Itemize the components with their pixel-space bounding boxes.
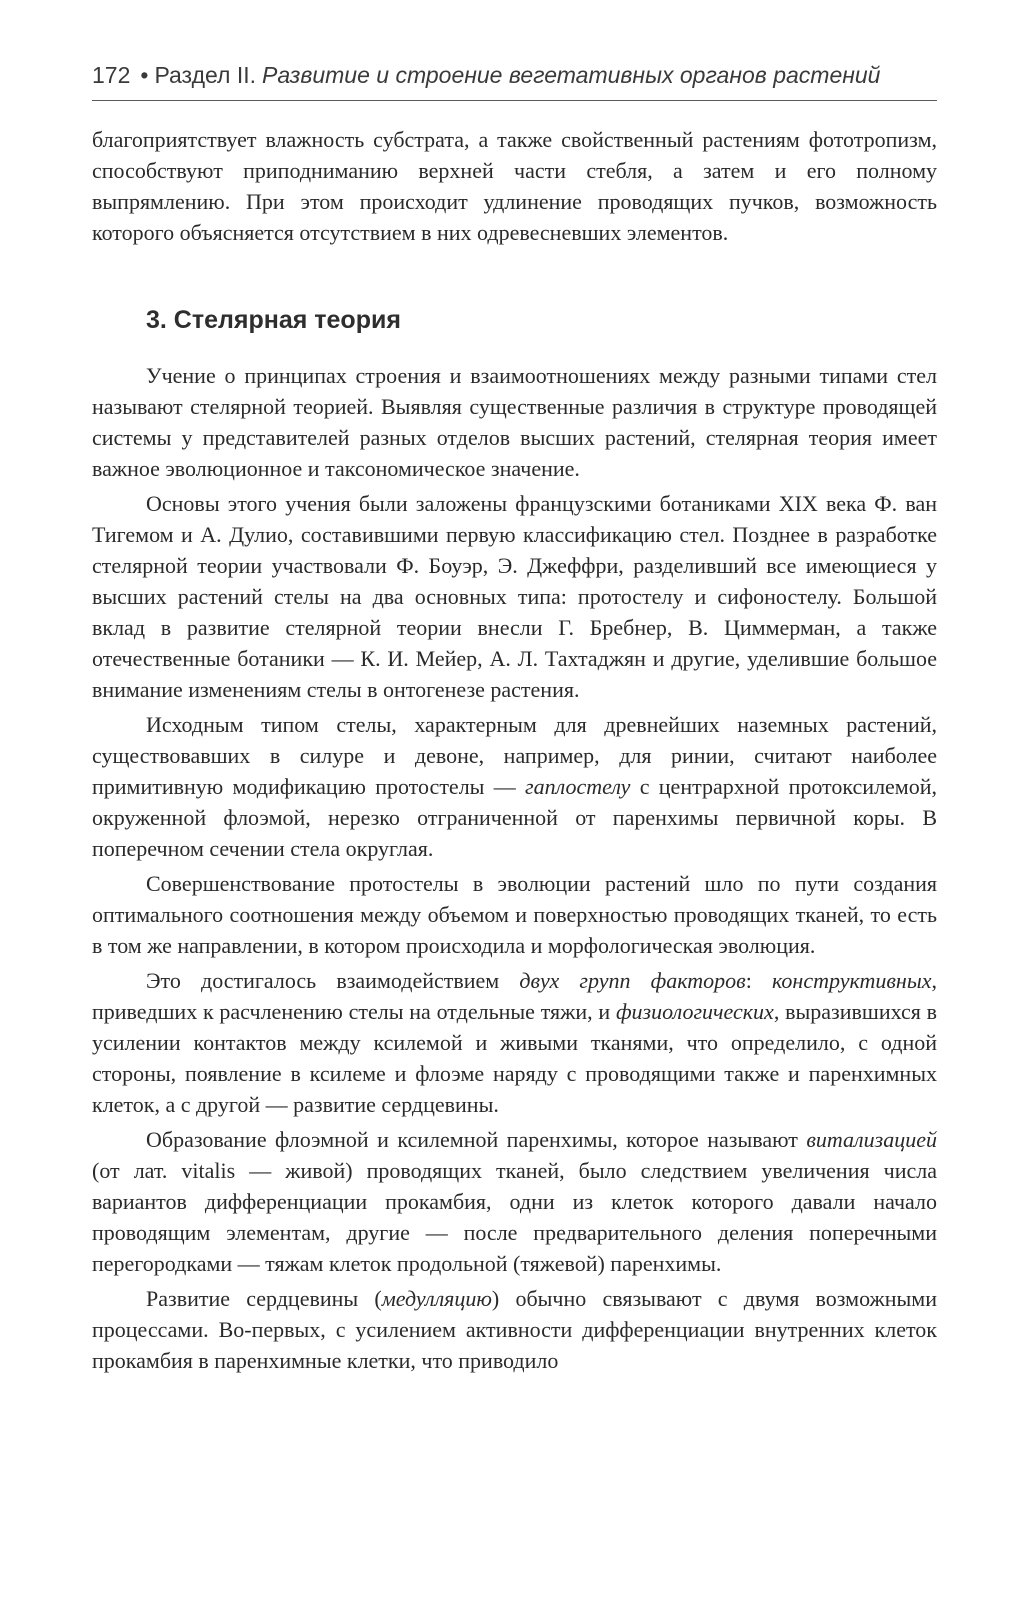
- term-two-groups: двух групп факторов: [519, 968, 746, 993]
- paragraph-5: [92, 965, 937, 1120]
- paragraph-7-text-b: ) обычно связывают с двумя возможными процессами. Во-первых, с усилением активности дифференциации внутренних клеток прокамбия в паренхимные клетки, что приводило: [92, 1286, 937, 1373]
- paragraph-2: Основы этого учения были заложены французскими ботаниками XIX века Ф. ван Тигемом и А. Дулио, составившими первую классификацию стел. Позднее в разработке стелярной теории участвовали Ф. Боуэр, Э. Джеффри, разделивший все имеющиеся у высших растений стелы на два основных типа: протостелу и сифоностелу. Большой вклад в развитие стелярной теории внесли Г. Бребнер, В. Циммерман, а также отечественные ботаники — К. И. Мейер, А. Л. Тахтаджян и другие, уделившие большое внимание изменениям стелы в онтогенезе растения.: [92, 491, 937, 702]
- paragraph-3: [92, 709, 937, 864]
- page-number: 172: [92, 62, 131, 88]
- term-medullation: медулляцию: [381, 1286, 492, 1311]
- paragraph-7-text-a: Развитие сердцевины (: [146, 1286, 382, 1311]
- paragraph-6-text-a: Образование флоэмной и ксилемной паренхимы, которое называют: [146, 1127, 807, 1152]
- term-physiological: физиологических: [615, 999, 774, 1024]
- paragraph-6: [92, 1124, 937, 1279]
- term-haplostele: гаплостелу: [525, 774, 631, 799]
- running-header: [92, 62, 937, 102]
- paragraph-1: Учение о принципах строения и взаимоотношениях между разными типами стел называют стелярной теорией. Выявляя существенные различия в структуре проводящей системы у представителей разных отделов высших растений, стелярная теория имеет важное эволюционное и таксономическое значение.: [92, 363, 937, 481]
- paragraph-3-text-b: с центрархной протоксилемой, окруженной флоэмой, нерезко отграниченной от паренхимы первичной коры. В поперечном сечении стела округлая.: [92, 774, 938, 861]
- intro-paragraph: благоприятствует влажность субстрата, а также свойственный растениям фототропизм, способствуют приподниманию верхней части стебля, а затем и его полному выпрямлению. При этом происходит удлинение проводящих пучков, возможность которого объясняется отсутствием в них одревесневших элементов.: [92, 127, 937, 245]
- paragraph-5-text-b: :: [745, 968, 772, 993]
- paragraph-7: [92, 1283, 937, 1376]
- paragraph-5-text-a: Это достигалось взаимодействием: [146, 968, 520, 993]
- section-heading: 3. Стелярная теория: [146, 306, 401, 334]
- paragraph-5-text-d: , выразившихся в усилении контактов между ксилемой и живыми тканями, что определило, с одной стороны, появление в ксилеме и флоэме наряду с проводящими также и паренхимных клеток, а с другой — развитие сердцевины.: [92, 999, 938, 1117]
- paragraph-6-text-b: (от лат. vitalis — живой) проводящих тканей, было следствием увеличения числа вариантов дифференциации прокамбия, одни из клеток которого давали начало проводящим элементам, другие — после предварительного деления поперечными перегородками — тяжам клеток продольной (тяжевой) паренхимы.: [92, 1158, 937, 1276]
- paragraph-3-text-a: Исходным типом стелы, характерным для древнейших наземных растений, существовавших в силуре и девоне, например, для ринии, считают наиболее примитивную модификацию протостелы —: [92, 712, 937, 799]
- header-section: Раздел II.: [154, 62, 257, 88]
- paragraph-5-text-c: , приведших к расчленению стелы на отдельные тяжи, и: [92, 968, 937, 1024]
- header-title: Развитие и строение вегетативных органов растений: [262, 62, 881, 88]
- header-bullet: •: [140, 62, 149, 88]
- header-rule: [92, 100, 937, 101]
- paragraph-4: Совершенствование протостелы в эволюции растений шло по пути создания оптимального соотношения между объемом и поверхностью проводящих тканей, то есть в том же направлении, в котором происходила и морфологическая эволюция.: [92, 871, 937, 958]
- term-constructive: конструктивных: [771, 968, 932, 993]
- page-body: [92, 124, 937, 1376]
- term-vitalization: витализацией: [806, 1127, 937, 1152]
